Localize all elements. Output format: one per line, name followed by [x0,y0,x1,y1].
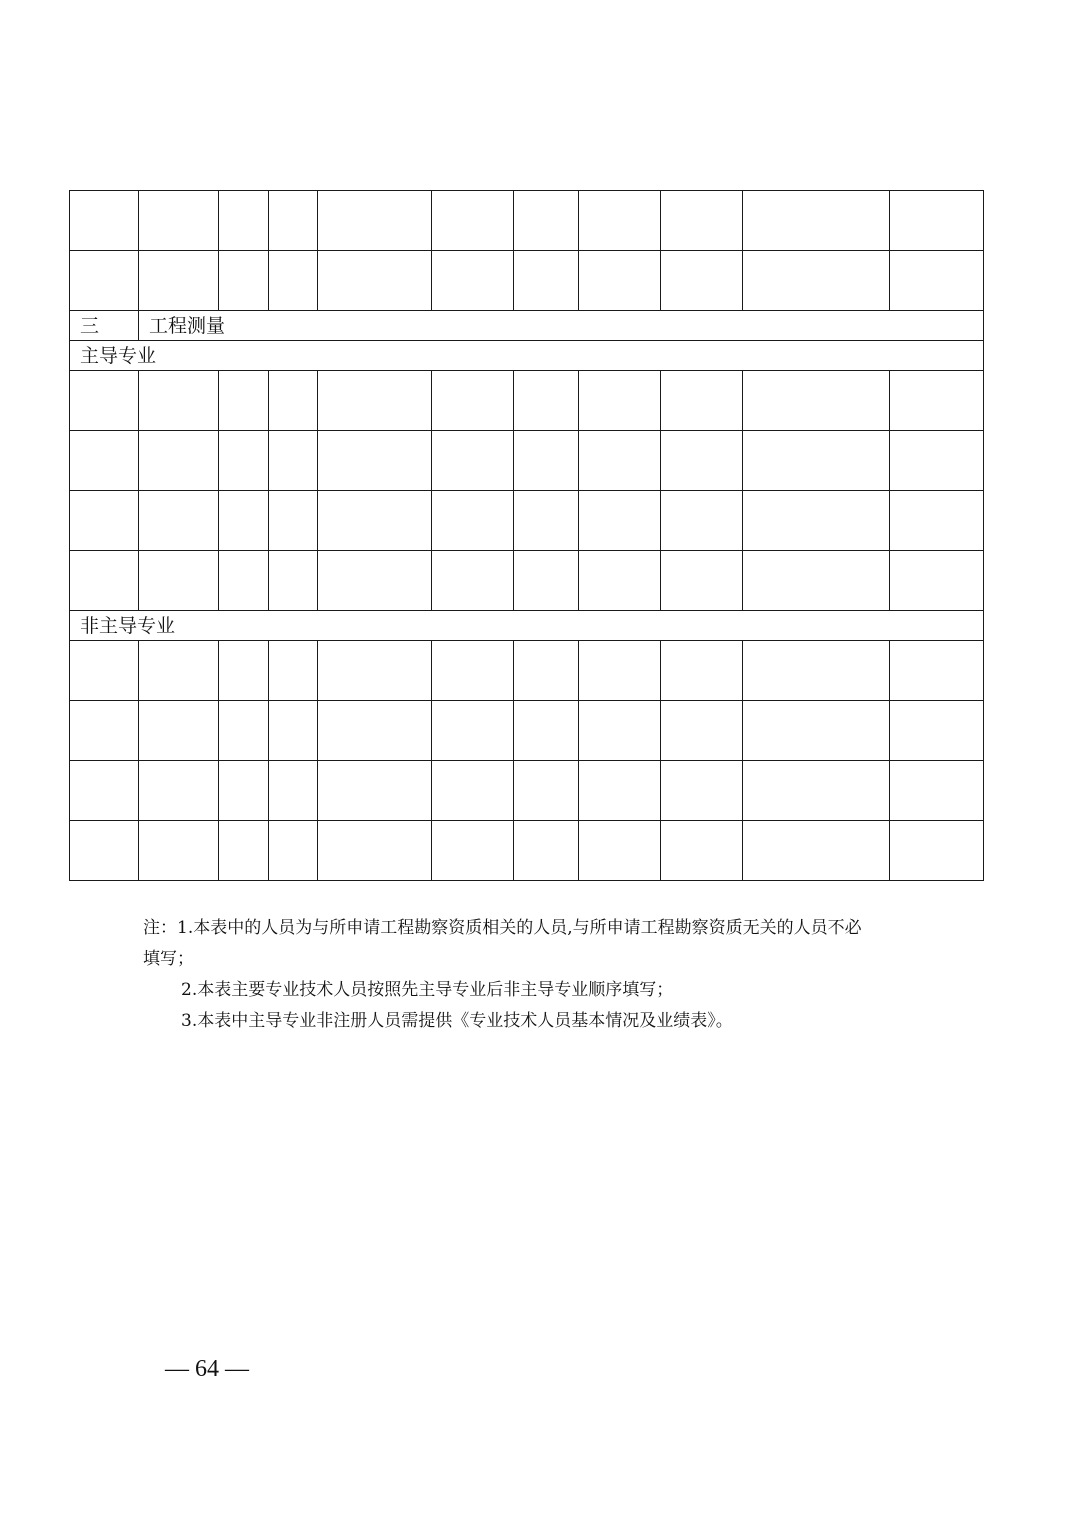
table-cell [139,191,219,251]
table-cell [139,431,219,491]
table-cell [661,701,743,761]
table-row [70,431,984,491]
table-cell [579,701,661,761]
table-cell [890,431,984,491]
table-row [70,491,984,551]
table-cell [890,251,984,311]
table-cell [514,551,579,611]
section-number: 三 [70,311,139,341]
table-cell [514,491,579,551]
table-cell [70,371,139,431]
table-cell [70,191,139,251]
table-cell [743,761,890,821]
page-number: — 64 — [165,1356,249,1382]
table-cell [139,551,219,611]
table-cell [139,821,219,881]
table-cell [514,371,579,431]
table-cell [514,641,579,701]
table-cell [579,641,661,701]
table-cell [661,491,743,551]
table-cell [219,251,269,311]
table-cell [579,821,661,881]
table-row [70,191,984,251]
table-cell [432,251,514,311]
table-cell [139,641,219,701]
table-cell [269,551,318,611]
table-cell [318,821,432,881]
table-cell [890,641,984,701]
secondary-header [70,611,984,641]
table-cell [661,431,743,491]
table-cell [269,491,318,551]
table-cell [318,761,432,821]
table-cell [432,491,514,551]
table-cell [219,761,269,821]
table-cell [743,821,890,881]
table-cell [743,641,890,701]
note-3: 3.本表中主导专业非注册人员需提供《专业技术人员基本情况及业绩表》。 [181,1011,733,1031]
table-cell [269,371,318,431]
table-cell [70,551,139,611]
table-notes [143,913,953,1037]
table-cell [219,431,269,491]
table-cell [743,251,890,311]
table-cell [318,701,432,761]
table-cell [269,821,318,881]
table-row [70,371,984,431]
table-cell [579,551,661,611]
table-cell [743,701,890,761]
table-cell [70,491,139,551]
table-cell [219,491,269,551]
section-header [70,311,984,371]
table-cell [743,431,890,491]
table-body-secondary [70,641,984,881]
group-row-primary [70,341,984,371]
table-cell [269,761,318,821]
table-cell [890,191,984,251]
table-cell [890,821,984,881]
table-cell [514,761,579,821]
table-cell [661,551,743,611]
table-row [70,701,984,761]
table-cell [579,191,661,251]
table-cell [269,431,318,491]
group-label-secondary: 非主导专业 [70,611,984,641]
personnel-table [69,190,984,881]
table-cell [70,761,139,821]
table-cell [219,551,269,611]
table-cell [432,821,514,881]
table-cell [139,251,219,311]
table-cell [661,191,743,251]
table-cell [219,191,269,251]
group-row-secondary [70,611,984,641]
table-cell [219,641,269,701]
table-cell [70,251,139,311]
table-cell [139,701,219,761]
table-cell [514,251,579,311]
table-cell [269,251,318,311]
table-cell [579,491,661,551]
table-cell [743,551,890,611]
table-cell [661,821,743,881]
table-cell [514,701,579,761]
table-cell [514,431,579,491]
table-cell [890,701,984,761]
table-cell [139,761,219,821]
table-cell [219,821,269,881]
table-cell [318,551,432,611]
table-row [70,641,984,701]
table-cell [514,191,579,251]
table-cell [890,491,984,551]
table-cell [432,641,514,701]
table-row [70,551,984,611]
note-1-continued: 填写； [143,949,194,969]
table-cell [318,641,432,701]
table-cell [890,761,984,821]
table-cell [579,251,661,311]
table-cell [70,701,139,761]
table-cell [318,191,432,251]
table-cell [318,491,432,551]
group-label-primary: 主导专业 [70,341,984,371]
table-cell [890,371,984,431]
table-cell [661,251,743,311]
table-cell [318,371,432,431]
table-cell [579,371,661,431]
table-row [70,251,984,311]
table-cell [70,431,139,491]
note-1: 注：1.本表中的人员为与所申请工程勘察资质相关的人员,与所申请工程勘察资质无关的人员不必 [143,918,862,938]
table-cell [661,641,743,701]
table-cell [890,551,984,611]
table-cell [219,371,269,431]
table-cell [269,701,318,761]
table-cell [432,431,514,491]
table-body-primary [70,371,984,611]
table-cell [219,701,269,761]
table-cell [70,821,139,881]
table-cell [661,371,743,431]
table-cell [743,371,890,431]
table-row [70,821,984,881]
section-row [70,311,984,341]
table-cell [269,191,318,251]
table-cell [579,761,661,821]
table-cell [432,761,514,821]
section-title: 工程测量 [139,311,984,341]
table-cell [139,491,219,551]
table-cell [70,641,139,701]
table-cell [661,761,743,821]
table-cell [579,431,661,491]
table-cell [432,551,514,611]
table-cell [432,701,514,761]
table-cell [743,491,890,551]
table-cell [743,191,890,251]
note-2: 2.本表主要专业技术人员按照先主导专业后非主导专业顺序填写； [181,980,674,1000]
table-cell [514,821,579,881]
table-body-top [70,191,984,311]
table-cell [269,641,318,701]
table-cell [432,191,514,251]
table-row [70,761,984,821]
table-cell [318,431,432,491]
table-cell [318,251,432,311]
table-cell [139,371,219,431]
table-cell [432,371,514,431]
